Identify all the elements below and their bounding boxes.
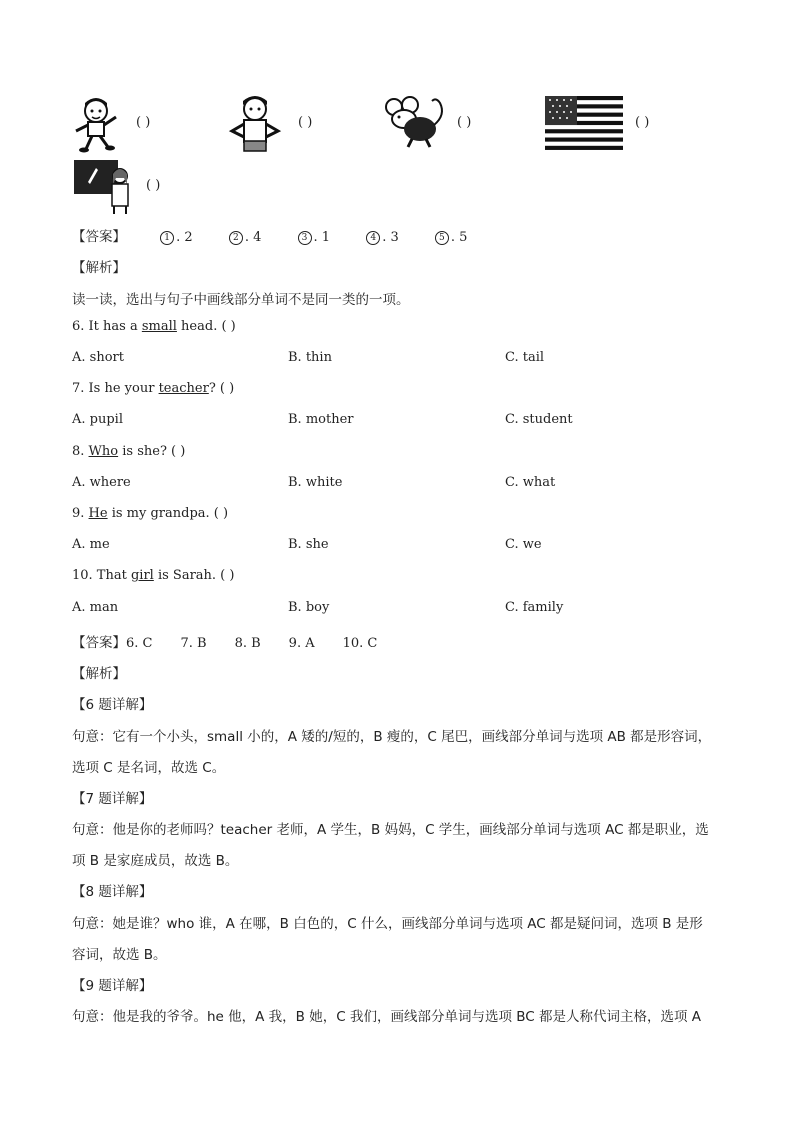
underlined-word: small xyxy=(141,319,177,334)
question-6-option-c[interactable]: C. tail xyxy=(505,350,545,365)
detail-6-line-1: 句意：它有一个小头，small 小的，A 矮的/短的，B 瘦的，C 尾巴，画线部分单词与选项 AB 都是形容词， xyxy=(72,729,712,745)
mouse-picture xyxy=(382,95,448,151)
picture-2-blank[interactable]: ( ) xyxy=(298,115,313,130)
detail-9-line-1: 句意：他是我的爷爷。he 他，A 我，B 她，C 我们，画线部分单词与选项 BC 都是人称代词主格，选项 A xyxy=(72,1009,702,1025)
question-8-option-b[interactable]: B. white xyxy=(288,475,343,490)
detail-8-line-2: 容词，故选 B。 xyxy=(72,947,167,963)
picture-4-blank[interactable]: ( ) xyxy=(635,115,650,130)
detail-6-line-2: 选项 C 是名词，故选 C。 xyxy=(72,760,226,776)
question-10-option-a[interactable]: A. man xyxy=(72,600,119,615)
answer-item: 3 . 1 xyxy=(298,230,331,245)
boy-hands-on-hips-picture xyxy=(220,95,290,153)
usa-flag-picture xyxy=(545,96,623,150)
teacher-at-blackboard-picture xyxy=(74,158,136,214)
question-6-option-a[interactable]: A. short xyxy=(72,350,124,365)
picture-1-blank[interactable]: ( ) xyxy=(136,115,151,130)
analysis-label: 【解析】 xyxy=(72,260,126,276)
answer-item: 5 . 5 xyxy=(435,230,468,245)
question-9-option-b[interactable]: B. she xyxy=(288,537,329,552)
question-10: 10. That girl is Sarah. ( ) xyxy=(72,568,235,583)
question-6: 6. It has a small head. ( ) xyxy=(72,319,236,334)
underlined-word: teacher xyxy=(158,381,209,396)
detail-7-line-2: 项 B 是家庭成员，故选 B。 xyxy=(72,853,239,869)
answer-label: 【答案】 xyxy=(72,635,126,651)
question-8: 8. Who is she? ( ) xyxy=(72,444,186,459)
analysis-label-2: 【解析】 xyxy=(72,666,126,682)
detail-8-line-1: 句意：她是谁？who 谁，A 在哪，B 白色的，C 什么，画线部分单词与选项 AC 都是疑问词，选项 B 是形 xyxy=(72,916,703,932)
question-9-option-c[interactable]: C. we xyxy=(505,537,542,552)
answer-item: 8. B xyxy=(234,636,261,651)
underlined-word: Who xyxy=(88,444,119,459)
running-boy-picture xyxy=(70,95,126,153)
answer-row-1 xyxy=(72,225,499,245)
question-6-option-b[interactable]: B. thin xyxy=(288,350,332,365)
question-10-option-b[interactable]: B. boy xyxy=(288,600,330,615)
answer-label: 【答案】 xyxy=(72,229,126,245)
picture-5-blank[interactable]: ( ) xyxy=(146,178,161,193)
underlined-word: He xyxy=(88,506,108,521)
answer-item: 6. C xyxy=(126,636,153,651)
question-9: 9. He is my grandpa. ( ) xyxy=(72,506,229,521)
question-8-option-a[interactable]: A. where xyxy=(72,475,131,490)
underlined-word: girl xyxy=(130,568,154,583)
detail-9-title: 【9 题详解】 xyxy=(72,978,153,994)
detail-7-title: 【7 题详解】 xyxy=(72,791,153,807)
detail-6-title: 【6 题详解】 xyxy=(72,697,153,713)
answer-row-2 xyxy=(72,631,377,651)
section-instruction: 读一读，选出与句子中画线部分单词不是同一类的一项。 xyxy=(72,292,410,308)
question-7-option-a[interactable]: A. pupil xyxy=(72,412,123,427)
question-10-option-c[interactable]: C. family xyxy=(505,600,564,615)
answer-item: 9. A xyxy=(288,636,315,651)
picture-3-blank[interactable]: ( ) xyxy=(457,115,472,130)
question-8-option-c[interactable]: C. what xyxy=(505,475,556,490)
question-7-option-c[interactable]: C. student xyxy=(505,412,573,427)
answer-item: 2 . 4 xyxy=(229,230,262,245)
answer-item: 7. B xyxy=(180,636,207,651)
question-7-option-b[interactable]: B. mother xyxy=(288,412,354,427)
detail-8-title: 【8 题详解】 xyxy=(72,884,153,900)
answer-item: 10. C xyxy=(342,636,378,651)
answer-item: 1 . 2 xyxy=(160,230,193,245)
question-9-option-a[interactable]: A. me xyxy=(72,537,110,552)
answer-item: 4 . 3 xyxy=(366,230,399,245)
detail-7-line-1: 句意：他是你的老师吗？teacher 老师，A 学生，B 妈妈，C 学生，画线部分单词与选项 AC 都是职业，选 xyxy=(72,822,709,838)
question-7: 7. Is he your teacher? ( ) xyxy=(72,381,235,396)
